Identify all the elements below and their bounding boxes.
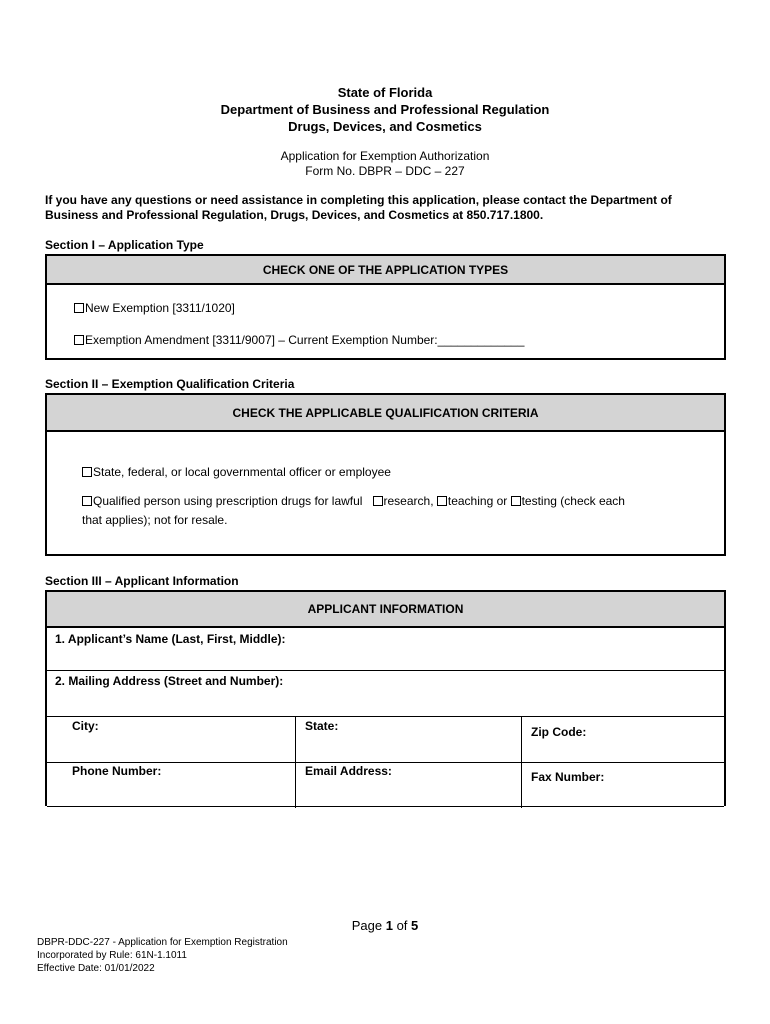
new-exemption-checkbox[interactable] bbox=[74, 303, 84, 313]
row-divider bbox=[47, 716, 724, 717]
current-exemption-number-field[interactable]: _____________ bbox=[437, 333, 525, 347]
table-bottom-border bbox=[47, 806, 724, 807]
contact-instructions: If you have any questions or need assistance in completing this application, please contact the Department of Business and Professional Regulation, Drugs, Devices, and Cosmetics at 850.717.1800. bbox=[45, 193, 672, 222]
qualified-person-note: that applies); not for resale. bbox=[82, 513, 228, 527]
page-number bbox=[0, 918, 770, 933]
email-address-label: Email Address: bbox=[305, 764, 392, 778]
government-officer-option[interactable] bbox=[82, 465, 391, 480]
document-header bbox=[0, 84, 770, 135]
qualified-person-label: Qualified person using prescription drugs for lawful bbox=[93, 494, 363, 508]
exemption-amendment-label: Exemption Amendment [3311/9007] – Current Exemption Number: bbox=[85, 333, 438, 347]
page-prefix: Page bbox=[351, 918, 386, 933]
form-title: Application for Exemption Authorization bbox=[280, 149, 490, 163]
testing-checkbox[interactable] bbox=[511, 496, 521, 506]
section1-header-bar: CHECK ONE OF THE APPLICATION TYPES bbox=[47, 256, 724, 285]
section3-title: Section III – Applicant Information bbox=[45, 574, 239, 588]
government-officer-label: State, federal, or local governmental officer or employee bbox=[93, 465, 391, 479]
phone-number-label: Phone Number: bbox=[72, 764, 162, 778]
exemption-amendment-checkbox[interactable] bbox=[74, 335, 84, 345]
qualified-person-option bbox=[82, 494, 692, 509]
section2-title: Section II – Exemption Qualification Criteria bbox=[45, 377, 295, 391]
row-divider bbox=[47, 762, 724, 763]
teaching-label: teaching or bbox=[447, 494, 508, 508]
header-department: Department of Business and Professional Regulation bbox=[220, 102, 550, 117]
page-of: of bbox=[392, 918, 412, 933]
page-total: 5 bbox=[411, 918, 419, 933]
applicant-name-label: 1. Applicant’s Name (Last, First, Middle): bbox=[55, 632, 286, 646]
footer-rule: Incorporated by Rule: 61N-1.1011 bbox=[37, 950, 187, 961]
footer-effective-date: Effective Date: 01/01/2022 bbox=[37, 963, 155, 974]
section2-header-bar: CHECK THE APPLICABLE QUALIFICATION CRITERIA bbox=[47, 395, 724, 432]
page-current: 1 bbox=[385, 918, 393, 933]
form-subheader bbox=[0, 149, 770, 179]
section1-title: Section I – Application Type bbox=[45, 238, 204, 252]
section1-box bbox=[45, 254, 726, 360]
city-label: City: bbox=[72, 719, 99, 733]
header-state: State of Florida bbox=[337, 85, 433, 100]
state-label: State: bbox=[305, 719, 339, 733]
new-exemption-label: New Exemption [3311/1020] bbox=[85, 301, 235, 315]
research-checkbox[interactable] bbox=[373, 496, 383, 506]
exemption-amendment-option[interactable] bbox=[74, 333, 524, 348]
new-exemption-option[interactable] bbox=[74, 301, 235, 316]
teaching-checkbox[interactable] bbox=[437, 496, 447, 506]
mailing-address-label: 2. Mailing Address (Street and Number): bbox=[55, 674, 284, 688]
testing-label: testing (check each bbox=[521, 494, 625, 508]
applicant-info-table bbox=[45, 590, 726, 806]
row-divider bbox=[47, 670, 724, 671]
footer-form-title: DBPR-DDC-227 - Application for Exemption Registration bbox=[37, 937, 288, 948]
fax-number-label: Fax Number: bbox=[531, 770, 605, 784]
qualified-person-checkbox[interactable] bbox=[82, 496, 92, 506]
zip-code-label: Zip Code: bbox=[531, 725, 587, 739]
government-officer-checkbox[interactable] bbox=[82, 467, 92, 477]
section2-box bbox=[45, 393, 726, 556]
document-footer bbox=[37, 936, 288, 975]
section3-header-bar: APPLICANT INFORMATION bbox=[47, 592, 724, 628]
form-number: Form No. DBPR – DDC – 227 bbox=[305, 164, 465, 178]
research-label: research, bbox=[383, 494, 434, 508]
header-division: Drugs, Devices, and Cosmetics bbox=[288, 119, 482, 134]
